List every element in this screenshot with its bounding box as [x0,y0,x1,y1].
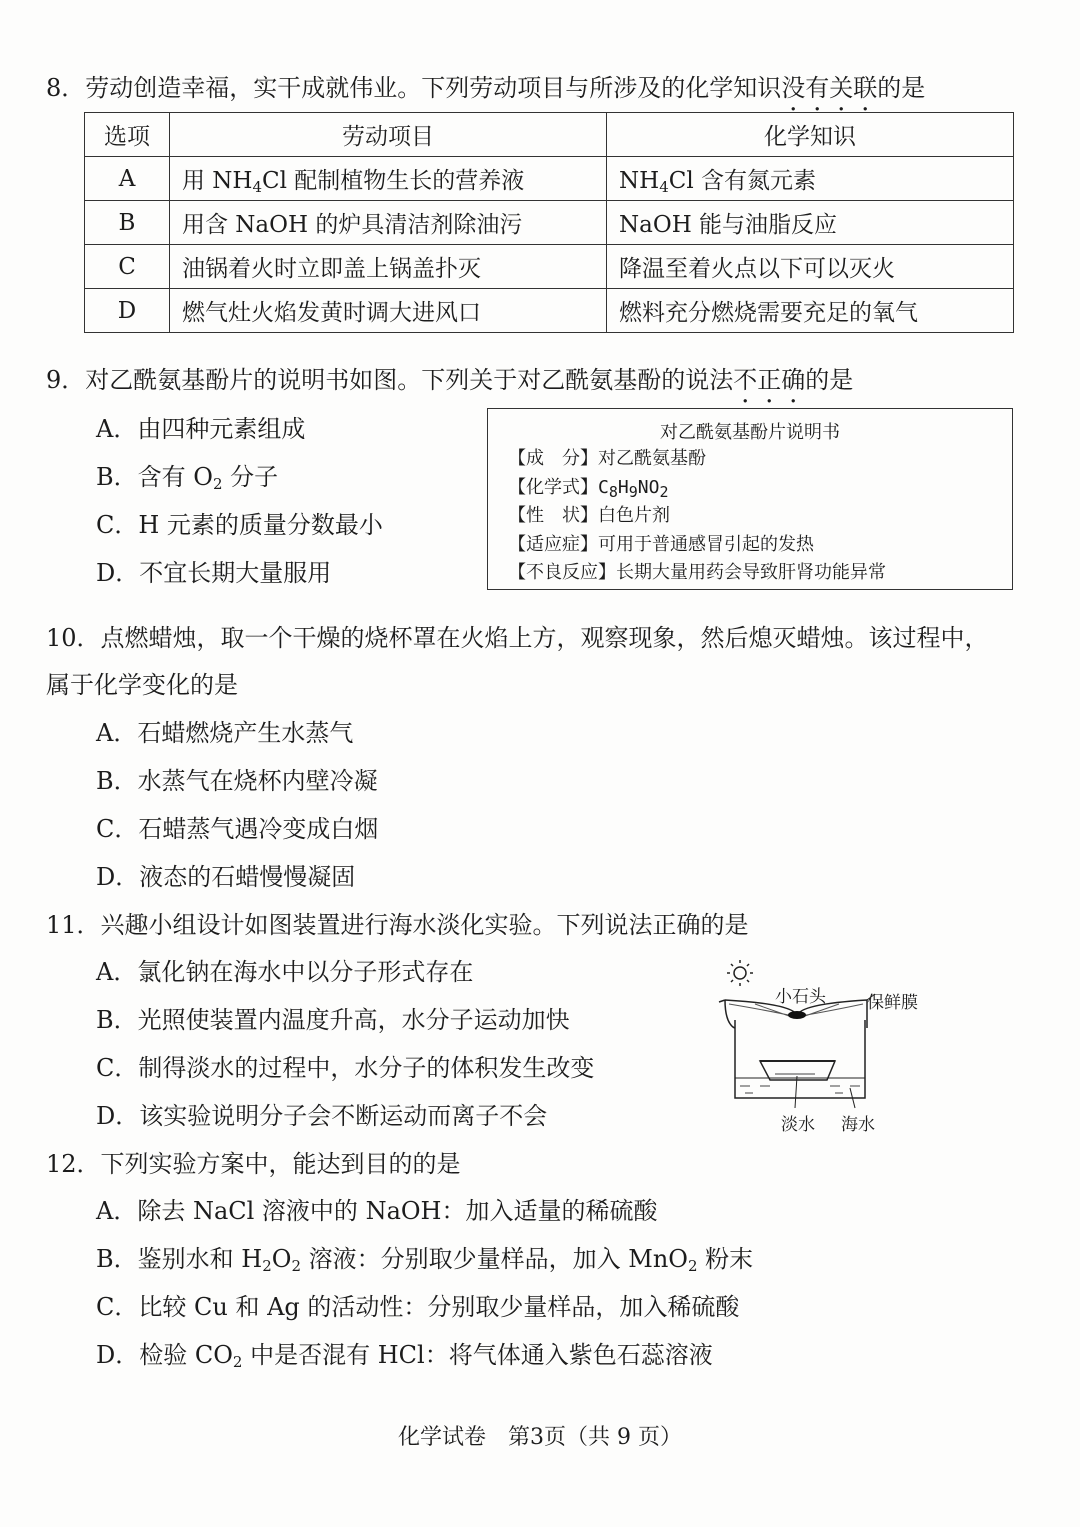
q11-option-b: B．光照使装置内温度升高，水分子运动加快 [96,1006,570,1034]
q12-option-b: B．鉴别水和 $H_2O_2$ 溶液：分别取少量样品，加入 MnO$_2$ 粉末 [96,1245,754,1275]
leaflet-row: 【不良反应】长期大量用药会导致肝肾功能异常 [508,562,886,583]
labor-table [84,112,1014,333]
label-fresh-water: 淡水 [781,1115,815,1135]
q9-option-b: B．含有 $O_2$ 分子 [96,463,279,493]
q11-option-a: A．氯化钠在海水中以分子形式存在 [96,958,474,986]
row-option: A [85,157,170,201]
drug-leaflet [487,408,1013,590]
label-film: 保鲜膜 [867,993,918,1013]
question-11-stem: 11．兴趣小组设计如图装置进行海水淡化实验。下列说法正确的是 [46,911,749,939]
table-row [85,245,1014,289]
q12-option-d: D．检验 $CO_2$ 中是否混有 HCl：将气体通入紫色石蕊溶液 [96,1341,713,1371]
row-knowledge: NaOH 能与油脂反应 [607,201,1014,245]
row-labor: 油锅着火时立即盖上锅盖扑灭 [170,245,607,289]
header-option: 选项 [85,113,170,157]
row-knowledge: $NH_4Cl$ 含有氮元素 [607,157,1014,201]
row-labor: 用 $NH_4Cl$ 配制植物生长的营养液 [170,157,607,201]
header-labor: 劳动项目 [170,113,607,157]
header-knowledge: 化学知识 [607,113,1014,157]
row-knowledge: 降温至着火点以下可以灭火 [607,245,1014,289]
q9-option-c: C．H 元素的质量分数最小 [96,511,383,539]
row-labor: 燃气灶火焰发黄时调大进风口 [170,289,607,333]
row-option: B [85,201,170,245]
container [735,1020,865,1098]
desalination-figure [715,958,945,1138]
bowl [760,1061,835,1080]
leaflet-title: 对乙酰氨基酚片说明书 [660,422,840,443]
question-12-stem: 12．下列实验方案中，能达到目的的是 [46,1150,461,1178]
table-row [85,289,1014,333]
row-labor: 用含 NaOH 的炉具清洁剂除油污 [170,201,607,245]
leaflet-row: 【成 分】对乙酰氨基酚 [508,448,706,469]
question-8-stem: 8．劳动创造幸福，实干成就伟业。下列劳动项目与所涉及的化学知识没有关联的是 [46,74,926,102]
label-stone: 小石头 [775,987,826,1007]
sun-icon [727,960,753,986]
leaflet-row: 【适应症】可用于普通感冒引起的发热 [508,533,814,555]
row-option: C [85,245,170,289]
table-header-row [85,113,1014,157]
desalination-apparatus [715,958,945,1138]
q9-option-d: D．不宜长期大量服用 [96,559,332,587]
q10-option-a: A．石蜡燃烧产生水蒸气 [96,719,354,747]
question-10-stem-line1: 10．点燃蜡烛，取一个干燥的烧杯罩在火焰上方，观察现象，然后熄灭蜡烛。该过程中， [46,624,989,652]
page-footer: 化学试卷 第3页（共 9 页） [398,1425,682,1450]
q11-option-d: D．该实验说明分子会不断运动而离子不会 [96,1102,548,1130]
table-row [85,201,1014,245]
row-option: D [85,289,170,333]
question-10-stem-line2: 属于化学变化的是 [46,671,238,699]
leaflet-row: 【性 状】白色片剂 [508,505,670,526]
stone [788,1011,806,1019]
q12-option-a: A．除去 NaCl 溶液中的 NaOH：加入适量的稀硫酸 [96,1197,658,1225]
q9-option-a: A．由四种元素组成 [96,415,306,443]
table-row [85,157,1014,201]
q10-option-b: B．水蒸气在烧杯内壁冷凝 [96,767,378,795]
q11-option-c: C．制得淡水的过程中，水分子的体积发生改变 [96,1054,595,1082]
label-sea-water: 海水 [841,1115,875,1135]
row-knowledge: 燃料充分燃烧需要充足的氧气 [607,289,1014,333]
q12-option-c: C．比较 Cu 和 Ag 的活动性：分别取少量样品，加入稀硫酸 [96,1293,740,1321]
q10-option-c: C．石蜡蒸气遇冷变成白烟 [96,815,379,843]
q10-option-d: D．液态的石蜡慢慢凝固 [96,863,356,891]
leaflet-row-formula: 【化学式】$C_8H_9NO_2$ [508,476,669,501]
question-9-stem: 9．对乙酰氨基酚片的说明书如图。下列关于对乙酰氨基酚的说法不正确的是 [46,366,854,394]
